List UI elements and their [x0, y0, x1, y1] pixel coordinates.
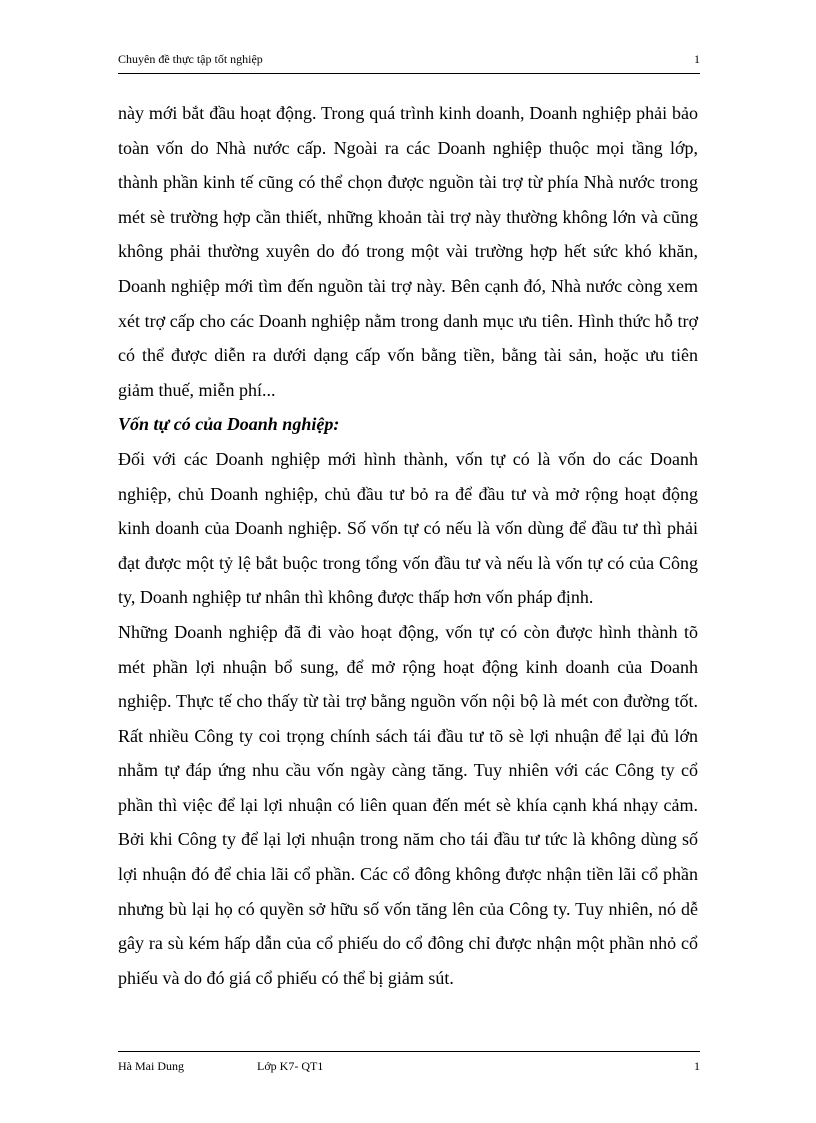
- paragraph-new-enterprises: Đối với các Doanh nghiệp mới hình thành, vốn tự có là vốn do các Doanh nghiệp, chủ Doanh nghiệp, chủ đầu tư bỏ ra để đầu tư và mở rộng hoạt động kinh doanh của Doanh nghiệp. Số vốn tự có nếu là vốn dùng để đầu tư thì phải đạt được một tỷ lệ bắt buộc trong tổng vốn đầu tư và nếu là vốn tự có của Công ty, Doanh nghiệp tư nhân thì không được thấp hơn vốn pháp định.: [118, 448, 698, 608]
- footer-class: Lớp K7- QT1: [257, 1059, 324, 1073]
- page-footer: [118, 1051, 700, 1079]
- document-body: [118, 96, 698, 995]
- footer-page-number: 1: [694, 1059, 700, 1073]
- paragraph-operating-enterprises: Những Doanh nghiệp đã đi vào hoạt động, vốn tự có còn được hình thành tõ mét phần lợi nhuận bổ sung, để mở rộng hoạt động kinh doanh của Doanh nghiệp. Thực tế cho thấy từ tài trợ bằng nguồn vốn nội bộ là mét con đường tốt. Rất nhiều Công ty coi trọng chính sách tái đầu tư tõ sè lợi nhuận để lại đủ lớn nhằm tự đáp ứng nhu cầu vốn ngày càng tăng. Tuy nhiên với các Công ty cổ phần thì việc để lại lợi nhuận có liên quan đến mét sè khía cạnh khá nhạy cảm. Bởi khi Công ty để lại lợi nhuận trong năm cho tái đầu tư tức là không dùng số lợi nhuận đó để chia lãi cổ phần. Các cổ đông không được nhận tiền lãi cổ phần nhưng bù lại họ có quyền sở hữu số vốn tăng lên của Công ty. Tuy nhiên, nó dễ gây ra sù kém hấp dẫn của cổ phiếu do cổ đông chỉ được nhận một phần nhỏ cổ phiếu và do đó giá cổ phiếu có thể bị giảm sút.: [118, 621, 698, 988]
- header-title: Chuyên đề thực tập tốt nghiệp: [118, 52, 263, 66]
- paragraph-state-funding: này mới bắt đầu hoạt động. Trong quá trình kinh doanh, Doanh nghiệp phải bảo toàn vốn do Nhà nước cấp. Ngoài ra các Doanh nghiệp thuộc mọi tầng lớp, thành phần kinh tế cũng có thể chọn được nguồn tài trợ từ phía Nhà nước trong mét sè trường hợp cần thiết, những khoản tài trợ này thường không lớn và cũng không phải thường xuyên do đó trong một vài trường hợp hết sức khó khăn, Doanh nghiệp mới tìm đến nguồn tài trợ này. Bên cạnh đó, Nhà nước còng xem xét trợ cấp cho các Doanh nghiệp nằm trong danh mục ưu tiên. Hình thức hỗ trợ có thể được diễn ra dưới dạng cấp vốn bằng tiền, bằng tài sản, hoặc ưu tiên giảm thuế, miễn phí...: [118, 103, 698, 400]
- header-page-number: 1: [694, 52, 700, 66]
- section-heading-own-capital: Vốn tự có của Doanh nghiệp:: [118, 414, 340, 435]
- page-header: [118, 52, 700, 74]
- footer-author: Hà Mai Dung: [118, 1059, 184, 1073]
